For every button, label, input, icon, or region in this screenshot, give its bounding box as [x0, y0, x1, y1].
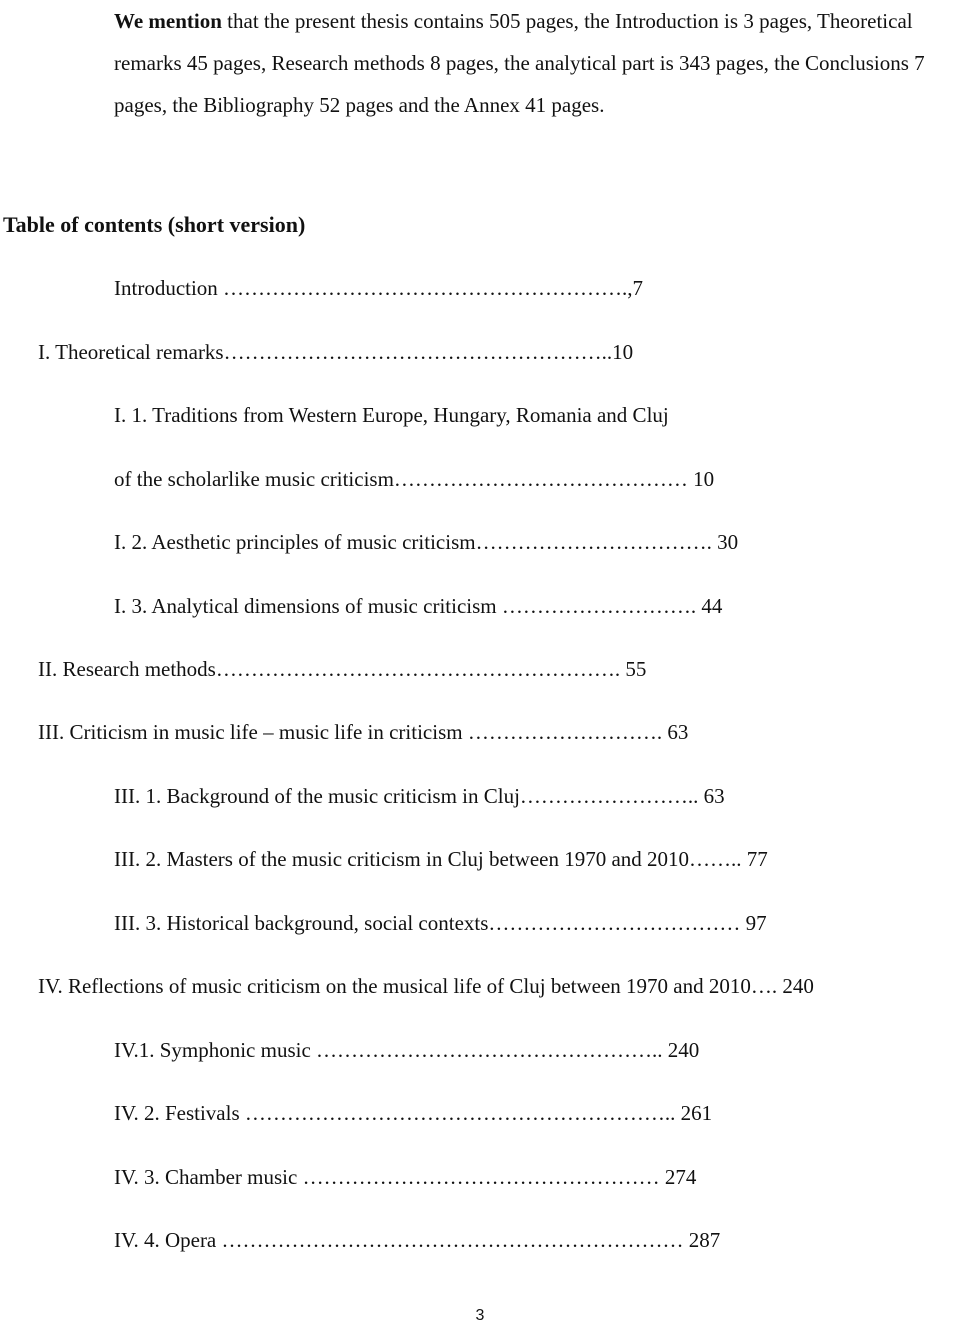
toc-entry-aesthetic-principles: I. 2. Aesthetic principles of music criticism……………………………. 30 — [114, 530, 739, 554]
toc-entry-criticism-in-music-life: III. Criticism in music life – music life in criticism ………………………. 63 — [38, 720, 689, 744]
toc-entry-festivals: IV. 2. Festivals …………………………………………………….. 261 — [114, 1101, 713, 1125]
toc-entry-traditions: I. 1. Traditions from Western Europe, Hungary, Romania and Cluj — [114, 403, 669, 427]
toc-entry-traditions-cont: of the scholarlike music criticism…………………………………… 10 — [114, 467, 715, 491]
intro-lead: We mention — [114, 9, 222, 33]
toc-entry-theoretical-remarks: I. Theoretical remarks………………………………………………..10 — [38, 340, 634, 364]
toc-entry-reflections: IV. Reflections of music criticism on the musical life of Cluj between 1970 and 2010…. 240 — [38, 974, 814, 998]
toc-entry-masters: III. 2. Masters of the music criticism in Cluj between 1970 and 2010…….. 77 — [114, 847, 768, 871]
toc-entry-chamber-music: IV. 3. Chamber music …………………………………………… 274 — [114, 1165, 697, 1189]
toc-entry-introduction: Introduction ………………………………………………….,7 — [114, 276, 644, 300]
toc-entry-historical-background: III. 3. Historical background, social contexts……………………………… 97 — [114, 911, 767, 935]
toc-entry-opera: IV. 4. Opera ………………………………………………………… 287 — [114, 1228, 721, 1252]
intro-paragraph — [114, 0, 944, 126]
toc-entry-analytical-dimensions: I. 3. Analytical dimensions of music criticism ………………………. 44 — [114, 594, 723, 618]
toc-entry-research-methods: II. Research methods…………………………………………………. 55 — [38, 657, 647, 681]
intro-text: that the present thesis contains 505 pages, the Introduction is 3 pages, Theoretical remarks 45 pages, Research methods 8 pages, the analytical part is 343 pages, the Conclusions 7 pages, the Bibliography 52 pages and the Annex 41 pages. — [114, 9, 925, 117]
toc-entry-symphonic-music: IV.1. Symphonic music ………………………………………….. 240 — [114, 1038, 700, 1062]
toc-entry-background-cluj: III. 1. Background of the music criticism in Cluj…………………….. 63 — [114, 784, 725, 808]
page-number: 3 — [475, 1307, 485, 1324]
toc-heading: Table of contents (short version) — [3, 212, 306, 237]
